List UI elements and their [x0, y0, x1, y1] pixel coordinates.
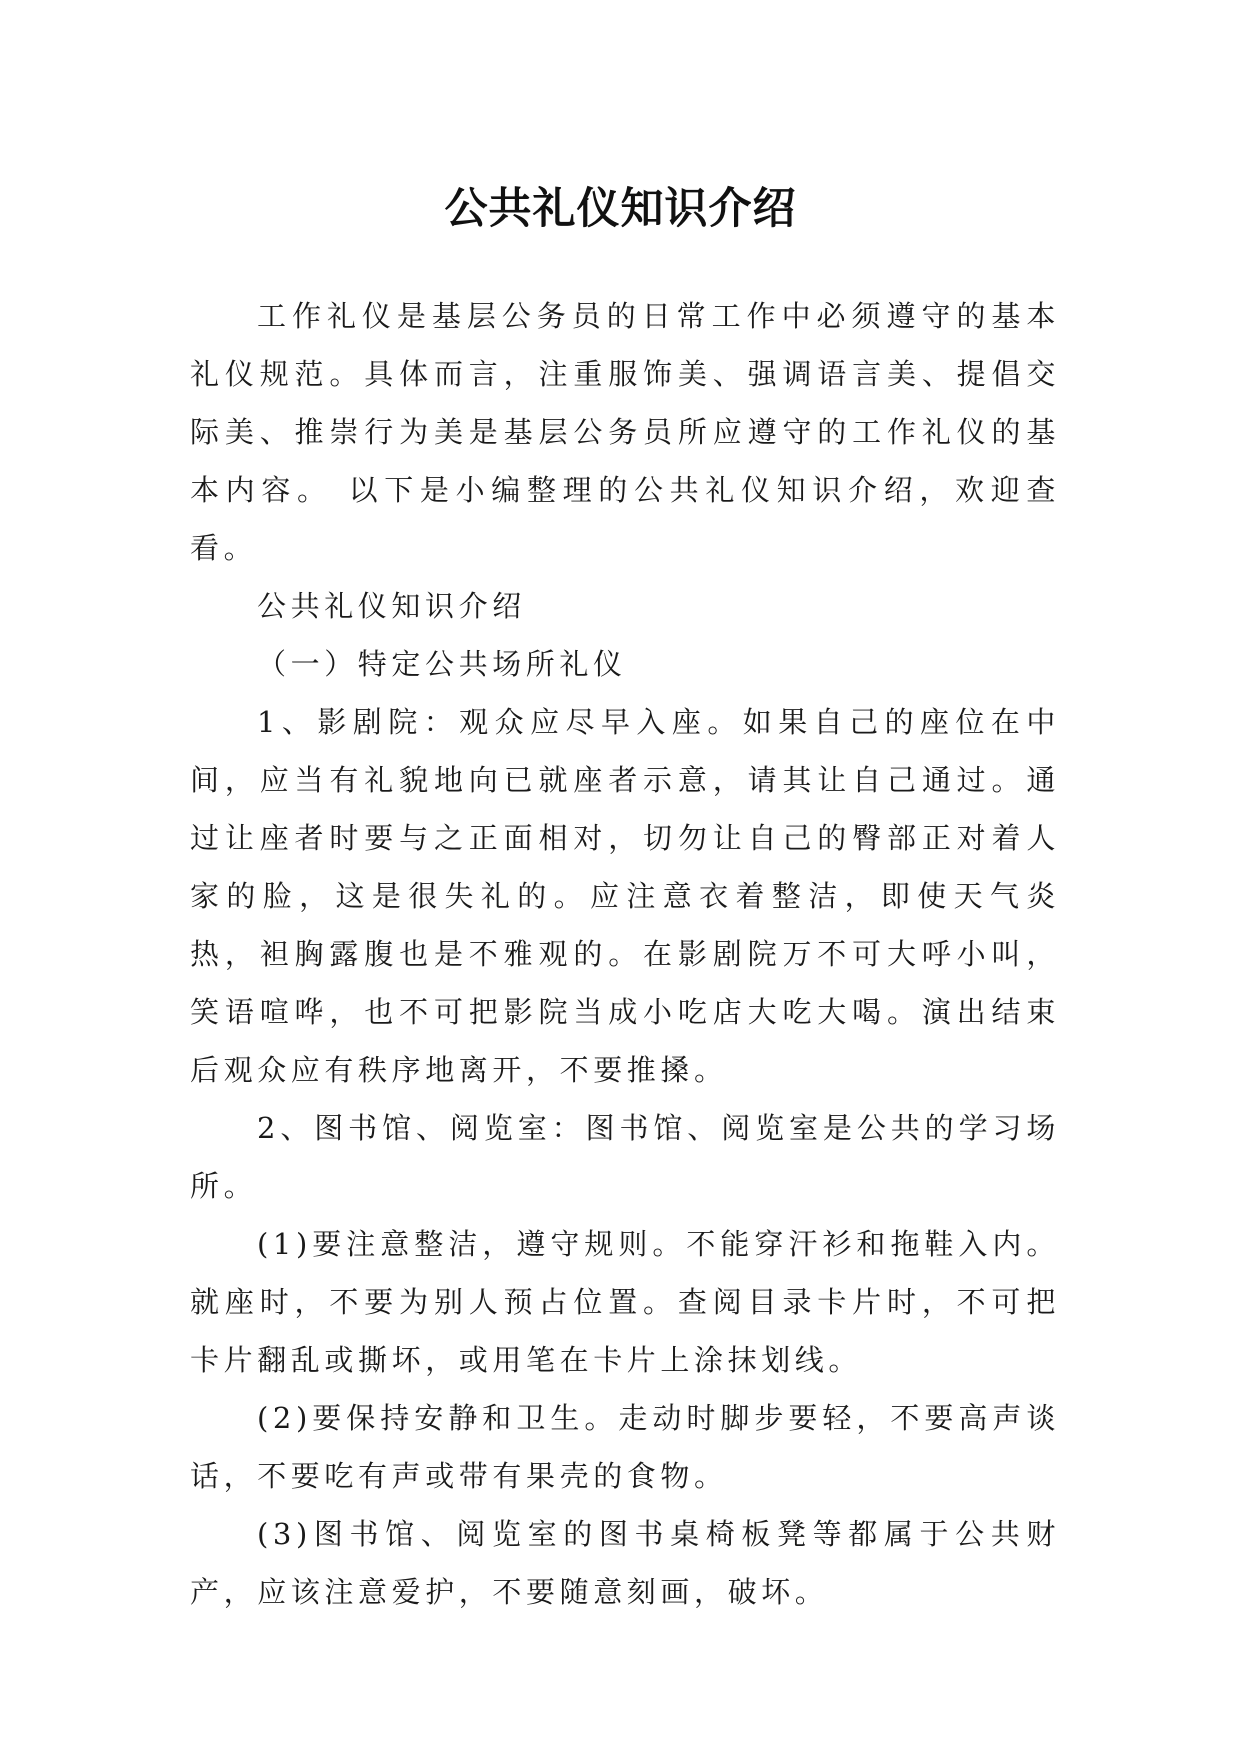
library-rule-1: (1)要注意整洁，遵守规则。不能穿汗衫和拖鞋入内。就座时，不要为别人预占位置。查阅目录卡片时，不可把卡片翻乱或撕坏，或用笔在卡片上涂抹划线。	[190, 1227, 1060, 1377]
document-body	[190, 287, 1060, 1621]
theater-paragraph: 1、影剧院：观众应尽早入座。如果自己的座位在中间，应当有礼貌地向已就座者示意，请其让自己通过。通过让座者时要与之正面相对，切勿让自己的臀部正对着人家的脸，这是很失礼的。应注意衣着整洁，即使天气炎热，袒胸露腹也是不雅观的。在影剧院万不可大呼小叫，笑语喧哗，也不可把影院当成小吃店大吃大喝。演出结束后观众应有秩序地离开，不要推搡。	[190, 705, 1060, 1087]
document-title: 公共礼仪知识介绍	[444, 183, 797, 234]
subsection-heading: （一）特定公共场所礼仪	[257, 647, 627, 681]
library-paragraph: 2、图书馆、阅览室：图书馆、阅览室是公共的学习场所。	[190, 1111, 1060, 1203]
section-heading: 公共礼仪知识介绍	[257, 589, 526, 623]
intro-paragraph: 工作礼仪是基层公务员的日常工作中必须遵守的基本礼仪规范。具体而言，注重服饰美、强调语言美、提倡交际美、推崇行为美是基层公务员所应遵守的工作礼仪的基本内容。 以下是小编整理的公共礼仪知识介绍，欢迎查看。	[190, 299, 1060, 565]
library-rule-2: (2)要保持安静和卫生。走动时脚步要轻，不要高声谈话，不要吃有声或带有果壳的食物。	[190, 1401, 1060, 1493]
library-rule-3: (3)图书馆、阅览室的图书桌椅板凳等都属于公共财产，应该注意爱护，不要随意刻画，破坏。	[190, 1517, 1060, 1609]
